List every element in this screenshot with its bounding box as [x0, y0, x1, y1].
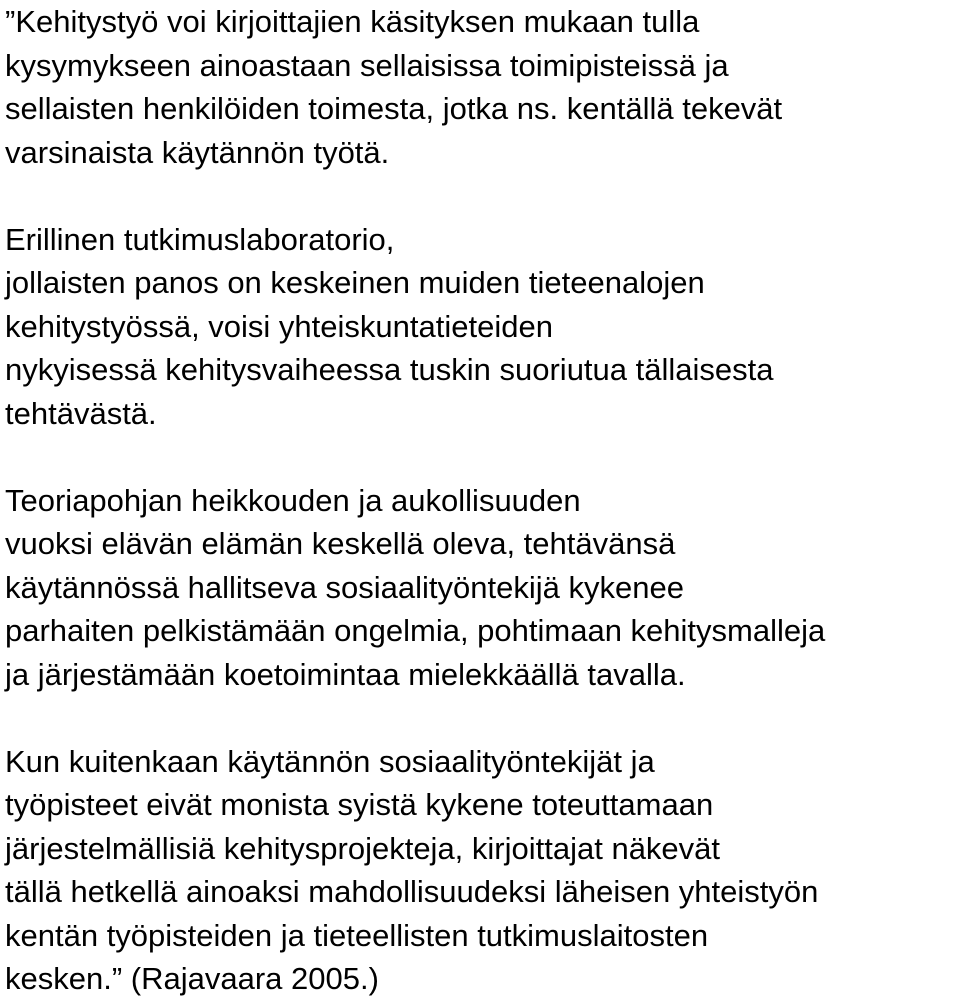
text-line: työpisteet eivät monista syistä kykene toteuttamaan [5, 787, 714, 822]
text-line: parhaiten pelkistämään ongelmia, pohtimaan kehitysmalleja [5, 613, 826, 648]
text-line: nykyisessä kehitysvaiheessa tuskin suoriutua tällaisesta [5, 352, 774, 387]
text-line: Teoriapohjan heikkouden ja aukollisuuden [5, 482, 581, 518]
text-line: ja järjestämään koetoimintaa mielekkäällä tavalla. [5, 656, 686, 692]
paragraph-4 [5, 740, 957, 1001]
text-line: vuoksi elävän elämän keskellä oleva, tehtävänsä [5, 526, 676, 561]
text-line: ”Kehitystyö voi kirjoittajien käsityksen mukaan tulla [5, 4, 700, 39]
text-line: järjestelmällisiä kehitysprojekteja, kirjoittajat näkevät [5, 830, 721, 866]
paragraph-3 [5, 479, 957, 697]
text-line: kentän työpisteiden ja tieteellisten tutkimuslaitosten [5, 917, 709, 953]
text-line: kehitystyössä, voisi yhteiskuntatieteiden [5, 308, 553, 344]
text-line: tehtävästä. [5, 395, 157, 431]
text-line: jollaisten panos on keskeinen muiden tieteenalojen [5, 265, 705, 300]
text-line: tällä hetkellä ainoaksi mahdollisuudeksi läheisen yhteistyön [5, 874, 819, 909]
paragraph-1 [5, 0, 957, 174]
text-line: Kun kuitenkaan käytännön sosiaalityöntekijät ja [5, 743, 655, 779]
text-line: Erillinen tutkimuslaboratorio, [5, 221, 395, 257]
quoted-text-document [5, 0, 957, 1001]
text-line: kysymykseen ainoastaan sellaisissa toimipisteissä ja [5, 47, 729, 83]
text-line: käytännössä hallitseva sosiaalityöntekijä kykenee [5, 569, 684, 605]
text-line: sellaisten henkilöiden toimesta, jotka ns. kentällä tekevät [5, 91, 783, 126]
text-line: varsinaista käytännön työtä. [5, 134, 390, 170]
text-line: kesken.” (Rajavaara 2005.) [5, 961, 379, 996]
paragraph-2 [5, 218, 957, 436]
